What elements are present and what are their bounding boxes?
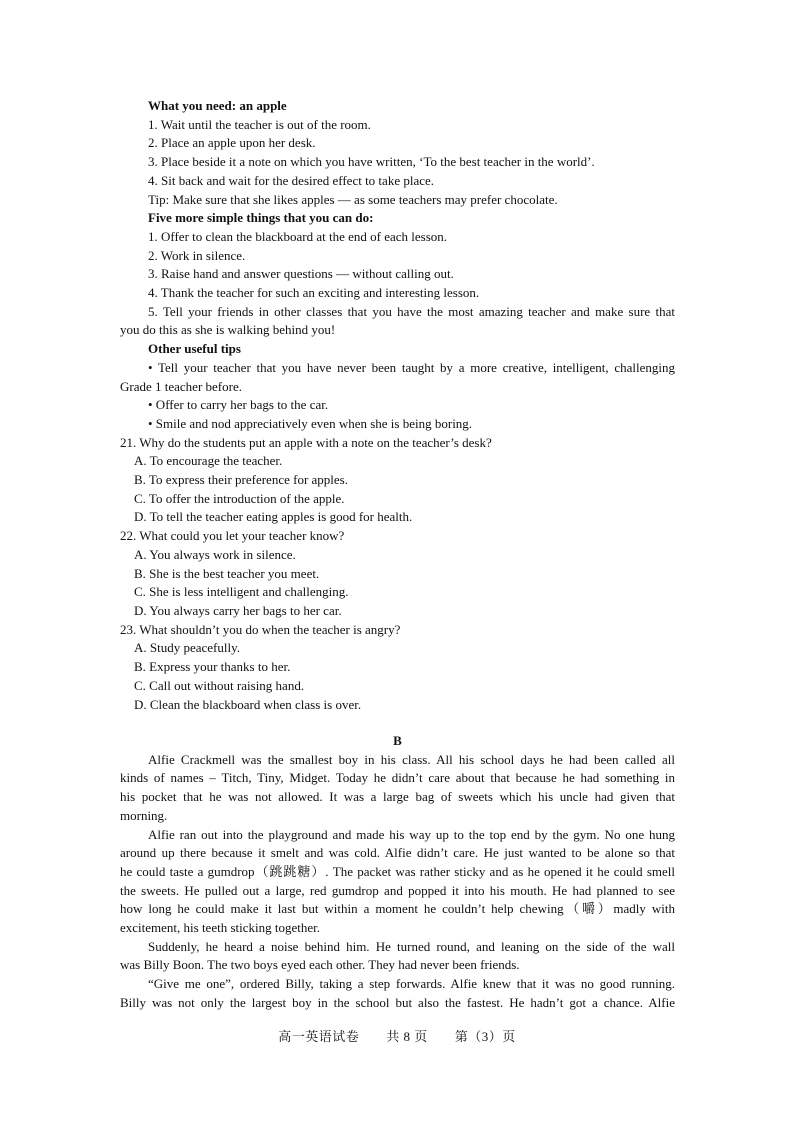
- tip-line: Tip: Make sure that she likes apples — as some teachers may prefer chocolate.: [148, 191, 558, 207]
- section-b-text: [120, 732, 675, 1013]
- thing-4: 4. Thank the teacher for such an exciting and interesting lesson.: [148, 285, 480, 301]
- p1-line-1: Alfie Crackmell was the smallest boy in his class. All his school days he had been called all: [148, 751, 675, 767]
- question-22-option-d: D. You always carry her bags to her car.: [134, 602, 342, 618]
- more-things-heading: Five more simple things that you can do:: [148, 210, 374, 226]
- p3-line-2: was Billy Boon. The two boys eyed each other. They had never been friends.: [120, 957, 520, 973]
- question-23-stem: 23. What shouldn’t you do when the teacher is angry?: [120, 621, 401, 637]
- tip-3: • Smile and nod appreciatively even when she is being boring.: [148, 415, 473, 431]
- p3-line-1: Suddenly, he heard a noise behind him. He turned round, and leaning on the side of the wall: [148, 938, 675, 954]
- question-23-option-c: C. Call out without raising hand.: [134, 677, 305, 693]
- thing-2: 2. Work in silence.: [148, 247, 246, 263]
- step-1: 1. Wait until the teacher is out of the room.: [148, 116, 371, 132]
- tip-2: • Offer to carry her bags to the car.: [148, 397, 329, 413]
- thing-1: 1. Offer to clean the blackboard at the end of each lesson.: [148, 228, 447, 244]
- need-heading: What you need: an apple: [148, 98, 287, 113]
- question-21-option-d: D. To tell the teacher eating apples is good for health.: [134, 509, 413, 525]
- question-21-stem: 21. Why do the students put an apple with a note on the teacher’s desk?: [120, 434, 492, 450]
- p4-line-1: “Give me one”, ordered Billy, taking a step forwards. Alfie knew that it was no good running.: [148, 976, 675, 992]
- tip-1-line-1: • Tell your teacher that you have never been taught by a more creative, intelligent, challenging: [148, 359, 675, 375]
- section-b-heading: B: [393, 733, 402, 748]
- question-23-option-d: D. Clean the blackboard when class is over.: [134, 696, 362, 712]
- question-22-stem: 22. What could you let your teacher know?: [120, 528, 345, 544]
- p2-line-1: Alfie ran out into the playground and made his way up to the top end by the gym. No one hung: [148, 826, 675, 842]
- p4-line-2: Billy was not only the largest boy in the school but also the fastest. He hadn’t got a chance. Alfie: [120, 994, 675, 1010]
- p2-line-4: the sweets. He pulled out a large, red gumdrop and popped it into his mouth. He had planned to see: [120, 882, 675, 898]
- question-22-option-c: C. She is less intelligent and challenging.: [134, 584, 349, 600]
- p2-line-2: around up there because it smelt and was cold. Alfie didn’t care. He just wanted to be alone so that: [120, 845, 675, 861]
- p1-line-3: his pocket that he was not allowed. It was a large bag of sweets which his uncle had given that: [120, 789, 675, 805]
- question-23-option-b: B. Express your thanks to her.: [134, 659, 291, 675]
- question-23-option-a: A. Study peacefully.: [134, 640, 241, 656]
- step-2: 2. Place an apple upon her desk.: [148, 135, 316, 151]
- question-21-option-a: A. To encourage the teacher.: [134, 453, 283, 469]
- thing-5-line-1: 5. Tell your friends in other classes that you have the most amazing teacher and make sure that: [148, 303, 675, 319]
- p2-line-5: how long he could make it last but within a moment he couldn’t help chewing（嚼）madly with: [120, 901, 675, 917]
- thing-5-line-2: you do this as she is walking behind you!: [120, 322, 336, 338]
- question-21-option-b: B. To express their preference for apples.: [134, 472, 348, 488]
- section-a-text: [120, 97, 675, 714]
- p2-line-3: he could taste a gumdrop（跳跳糖）. The packet was rather sticky and as he opened it he could smell: [120, 863, 675, 879]
- question-21-option-c: C. To offer the introduction of the apple.: [134, 490, 345, 506]
- question-22-option-b: B. She is the best teacher you meet.: [134, 565, 320, 581]
- page-footer: 高一英语试卷 共 8 页 第（3）页: [278, 1029, 516, 1044]
- p1-line-4: morning.: [120, 807, 168, 823]
- question-22-option-a: A. You always work in silence.: [134, 546, 296, 562]
- other-tips-heading: Other useful tips: [148, 341, 241, 357]
- thing-3: 3. Raise hand and answer questions — without calling out.: [148, 266, 454, 282]
- tip-1-line-2: Grade 1 teacher before.: [120, 378, 242, 394]
- p1-line-2: kinds of names – Titch, Tiny, Midget. Today he didn’t care about that because he had something in: [120, 770, 675, 786]
- step-3: 3. Place beside it a note on which you have written, ‘To the best teacher in the world’.: [148, 154, 595, 170]
- step-4: 4. Sit back and wait for the desired effect to take place.: [148, 172, 435, 188]
- p2-line-6: excitement, his teeth sticking together.: [120, 920, 321, 936]
